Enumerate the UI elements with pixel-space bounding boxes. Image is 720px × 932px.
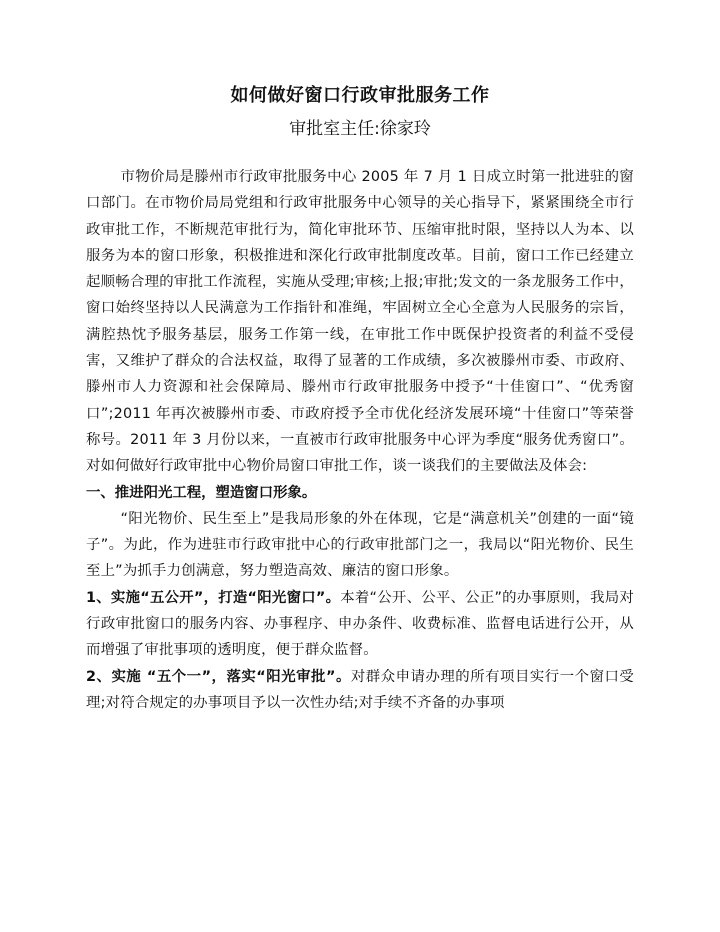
document-subtitle: 审批室主任:徐家玲: [289, 119, 431, 139]
list-item-2: [86, 664, 634, 717]
list-item-2-lead: 2、实施 “五个一”，落实“阳光审批”。: [86, 668, 351, 685]
list-item-1: [86, 585, 634, 664]
intro-paragraph: 市物价局是滕州市行政审批服务中心 2005 年 7 月 1 日成立时第一批进驻的窗口部门。在市物价局局党组和行政审批服务中心领导的关心指导下，紧紧围绕全市行政审批工作，不断规范审批行为，简化审批环节、压缩审批时限，坚持以人为本、以服务为本的窗口形象，积极推进和深化行政审批制度改革。目前，窗口工作已经建立起顺畅合理的审批工作流程，实施从受理;审核;上报;审批;发文的一条龙服务工作中，窗口始终坚持以人民满意为工作指针和准绳，牢固树立全心全意为人民服务的宗旨，满腔热忱予服务基层，服务工作第一线，在审批工作中既保护投资者的利益不受侵害，又维护了群众的合法权益，取得了显著的工作成绩，多次被滕州市委、市政府、滕州市人力资源和社会保障局、滕州市行政审批服务中授予“十佳窗口”、“优秀窗口”;2011 年再次被滕州市委、市政府授予全市优化经济发展环境“十佳窗口”等荣誉称号。2011 年 3 月份以来，一直被市行政审批服务中心评为季度“服务优秀窗口”。对如何做好行政审批中心物价局窗口审批工作，谈一谈我们的主要做法及体会:: [86, 169, 634, 475]
list-item-1-body: 本着“公开、公平、公正”的办事原则，我局对行政审批窗口的服务内容、办事程序、申办条件、收费标准、监督电话进行公开，从而增强了审批事项的透明度，便于群众监督。: [86, 589, 634, 659]
section-1-heading: 一、推进阳光工程，塑造窗口形象。: [86, 484, 317, 501]
list-item-2-body: 对群众申请办理的所有项目实行一个窗口受理;对符合规定的办事项目予以一次性办结;对手续不齐备的办事项: [86, 668, 634, 711]
document-title: 如何做好窗口行政审批服务工作: [230, 85, 490, 106]
list-item-1-lead: 1、实施“五公开”，打造“阳光窗口”。: [86, 589, 341, 606]
section-1-paragraph: “阳光物价、民生至上”是我局形象的外在体现，它是“满意机关”创建的一面“镜子”。为此，作为进驻市行政审批中心的行政审批部门之一，我局以“阳光物价、民生至上”为抓手力创满意，努力塑造高效、廉洁的窗口形象。: [86, 510, 634, 580]
